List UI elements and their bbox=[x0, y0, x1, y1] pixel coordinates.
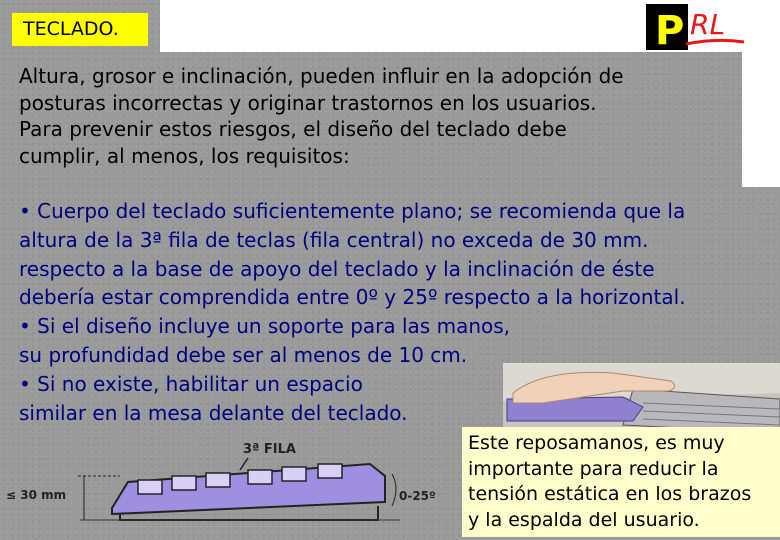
logo-letter-p: P bbox=[655, 8, 685, 50]
note-line: Este reposamanos, es muy bbox=[468, 432, 725, 454]
angle-label: 0-25º bbox=[399, 489, 436, 503]
keyboard-profile-diagram bbox=[0, 436, 460, 540]
intro-line: cumplir, al menos, los requisitos: bbox=[19, 143, 350, 168]
right-white-band bbox=[742, 52, 780, 187]
key-cap bbox=[248, 470, 272, 484]
third-row-label: 3ª FILA bbox=[243, 442, 296, 457]
height-label: ≤ 30 mm bbox=[6, 488, 67, 502]
requirement-line: • Si no existe, habilitar un espacio bbox=[19, 371, 363, 396]
note-line: tensión estática en los brazos bbox=[468, 483, 752, 505]
note-line: y la espalda del usuario. bbox=[468, 508, 700, 531]
key-cap bbox=[206, 473, 230, 487]
key-cap bbox=[172, 476, 196, 490]
key-cap bbox=[138, 480, 162, 494]
requirement-line: respecto a la base de apoyo del teclado y la inclinación de éste bbox=[19, 256, 655, 281]
requirement-line: • Si el diseño incluye un soporte para las manos, bbox=[19, 314, 511, 339]
intro-line: Para prevenir estos riesgos, el diseño del teclado debe bbox=[19, 117, 567, 141]
requirement-line: • Cuerpo del teclado suficientemente plano; se recomienda que la bbox=[19, 199, 686, 223]
intro-paragraph bbox=[19, 63, 624, 169]
requirement-line: su profundidad debe ser al menos de 10 cm. bbox=[19, 342, 468, 367]
prl-logo bbox=[646, 4, 746, 50]
intro-line: Altura, grosor e inclinación, pueden influir en la adopción de bbox=[19, 64, 624, 88]
logo-letters-rl: RL bbox=[690, 8, 726, 41]
key-cap bbox=[318, 464, 342, 478]
requirement-line: altura de la 3ª fila de teclas (fila central) no exceda de 30 mm. bbox=[19, 227, 649, 252]
intro-line: posturas incorrectas y originar trastornos en los usuarios. bbox=[19, 90, 597, 115]
page-title: TECLADO. bbox=[12, 13, 148, 46]
requirement-line: debería estar comprendida entre 0º y 25º respecto a la horizontal. bbox=[19, 285, 686, 310]
key-cap bbox=[282, 467, 306, 481]
third-row-pointer bbox=[240, 458, 248, 470]
angle-arc bbox=[392, 474, 396, 506]
note-line: importante para reducir la bbox=[468, 457, 719, 480]
requirement-line: similar en la mesa delante del teclado. bbox=[19, 400, 408, 425]
hand-rest-note bbox=[462, 427, 780, 537]
